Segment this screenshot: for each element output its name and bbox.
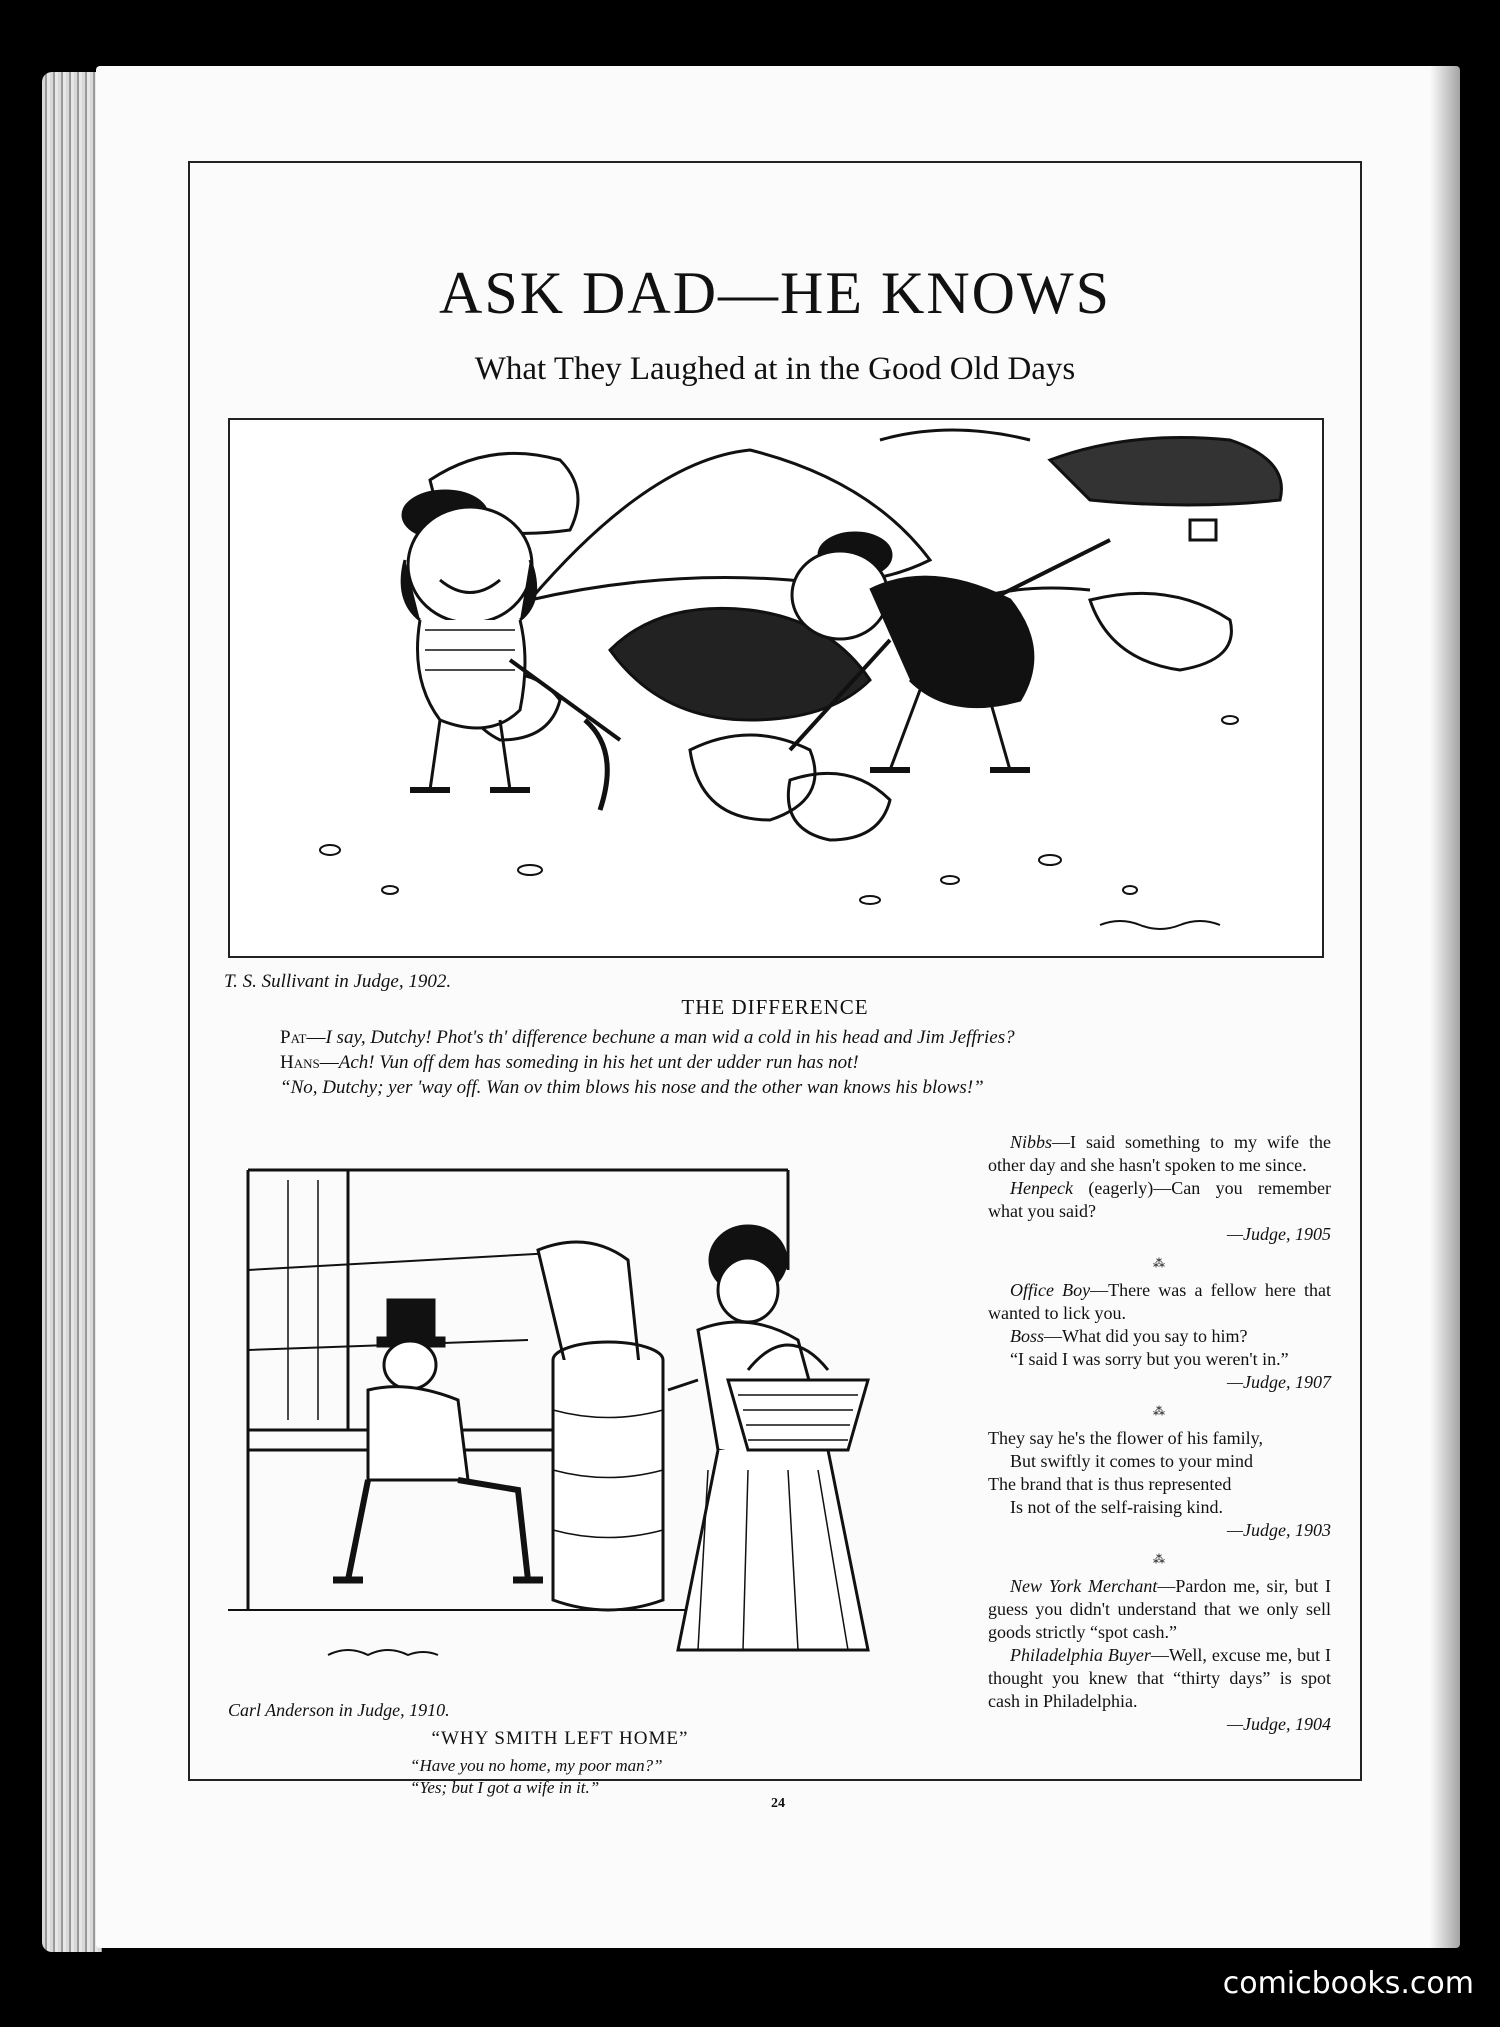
ornament: ⁂ [1153,1404,1166,1418]
joke-line [988,1177,1331,1223]
cartoon1-dialog [280,1025,1280,1100]
joke-speaker: Philadelphia Buyer [1010,1645,1151,1665]
joke-speaker: Nibbs [1010,1132,1053,1152]
dialog-text: Ach! Vun off dem has someding in his het unt der udder run has not! [338,1052,859,1073]
joke-speaker: Office Boy [1010,1280,1091,1300]
book-gutter [1460,66,1500,1948]
joke-line [988,1279,1331,1325]
joke-text: —Pardon me, sir, but I guess you didn't understand that we only sell goods strictly “spot cash.” [988,1576,1331,1642]
joke-speaker: Henpeck [1010,1178,1073,1198]
page-subtitle: What They Laughed at in the Good Old Days [474,351,1076,387]
dialog-line [280,1025,1280,1050]
joke-source: —Judge, 1907 [1227,1372,1331,1392]
joke-text: —I said something to my wife the other day and she hasn't spoken to me since. [988,1132,1331,1175]
cartoon1-caption-title: THE DIFFERENCE [681,995,869,1019]
ornament: ⁂ [1153,1552,1166,1566]
dialog-text: I say, Dutchy! Phot's th' difference bechune a man wid a cold in his head and Jim Jeffries? [325,1027,1015,1048]
dialog-text: “No, Dutchy; yer 'way off. Wan ov thim blows his nose and the other wan knows his blows!” [280,1077,984,1098]
dialog-line [280,1050,1280,1075]
dialog-line: “Have you no home, my poor man?” [410,1756,663,1775]
joke-line [988,1131,1331,1177]
magazine-page [96,66,1460,1948]
joke-line [988,1644,1331,1713]
cartoon1-credit: T. S. Sullivant in Judge, 1902. [224,971,452,992]
joke-text: (eagerly)—Can you remember what you said? [988,1178,1331,1221]
ornament: ⁂ [1153,1256,1166,1270]
page-number: 24 [771,1796,785,1811]
cartoon-the-difference [228,418,1324,958]
cartoon-why-smith-left-home [228,1150,942,1685]
joke-source: —Judge, 1903 [1227,1520,1331,1540]
site-watermark: comicbooks.com [1222,1966,1474,2001]
sidebar-jokes [988,1131,1331,1736]
smith-illustration [228,1150,942,1685]
page-frame [188,161,1362,1797]
gutter-shadow [1430,66,1460,1948]
dialog-line [280,1075,1280,1100]
book-page-edges [42,72,102,1952]
cartoon2-caption-title: “WHY SMITH LEFT HOME” [431,1728,689,1749]
joke-line [988,1575,1331,1644]
dialog-speaker: Hans— [280,1052,339,1073]
joke-source: —Judge, 1904 [1227,1714,1331,1734]
joke-line [988,1325,1331,1348]
poem-line: Is not of the self-raising kind. [1010,1497,1223,1517]
page-title: ASK DAD—HE KNOWS [439,260,1111,326]
joke-text: —Well, excuse me, but I thought you knew that “thirty days” is spot cash in Philadelphia. [988,1645,1331,1711]
dialog-line: “Yes; but I got a wife in it.” [410,1778,600,1797]
poem-line: The brand that is thus represented [988,1474,1232,1494]
dialog-speaker: Pat— [280,1027,326,1048]
joke-source: —Judge, 1905 [1227,1224,1331,1244]
miners-illustration [230,420,1322,956]
joke-text: —What did you say to him? [1044,1326,1248,1346]
joke-text: —There was a fellow here that wanted to lick you. [988,1280,1331,1323]
cartoon2-dialog [410,1755,730,1799]
joke-speaker: New York Merchant [1010,1576,1158,1596]
joke-line: “I said I was sorry but you weren't in.” [1010,1349,1289,1369]
joke-speaker: Boss [1010,1326,1045,1346]
poem-line: But swiftly it comes to your mind [1010,1451,1253,1471]
cartoon2-credit: Carl Anderson in Judge, 1910. [228,1700,450,1720]
poem-line: They say he's the flower of his family, [988,1428,1264,1448]
